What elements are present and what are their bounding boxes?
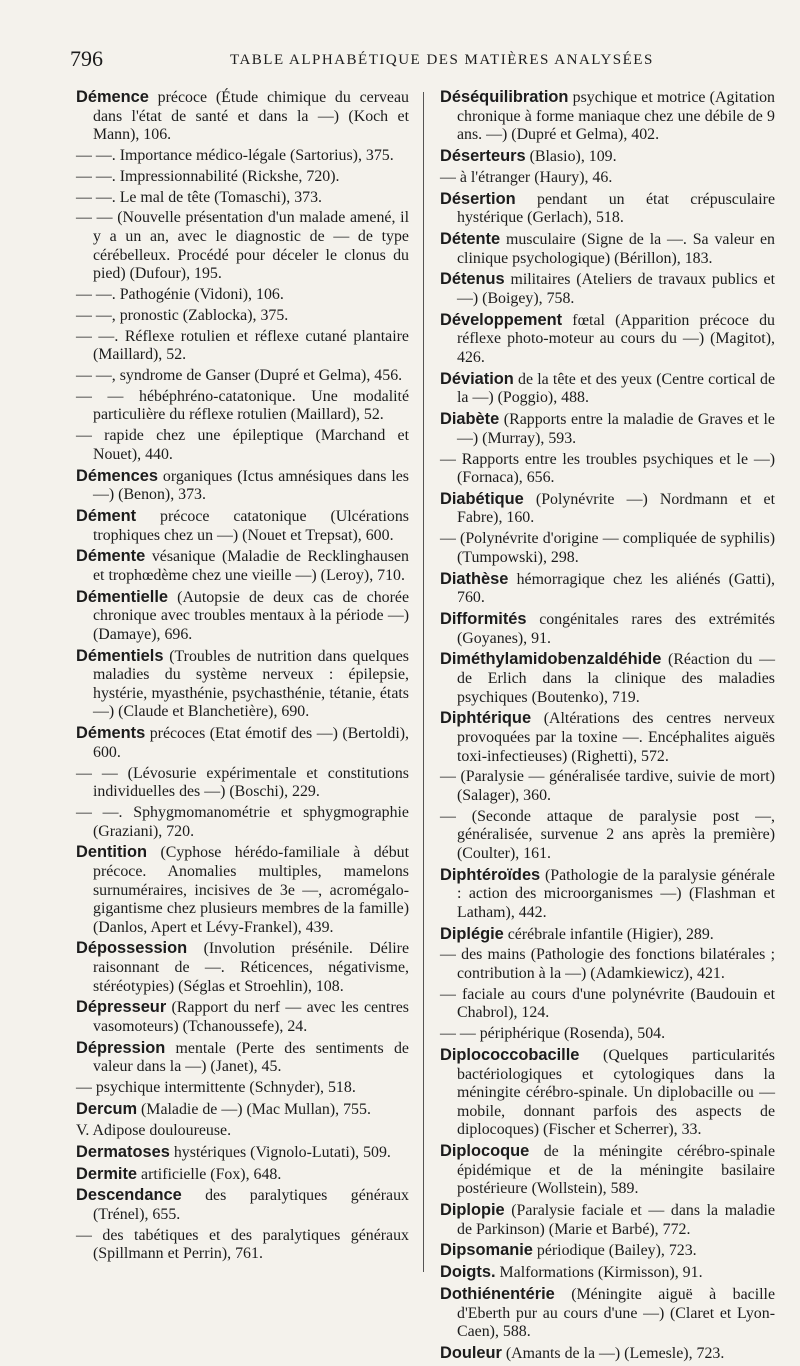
page-header: [70, 44, 720, 74]
index-entry: [76, 804, 409, 841]
entry-text: hémorragique chez les aliénés (Gatti), 760.: [457, 570, 775, 607]
entry-headword: Déséquilibration: [440, 88, 569, 106]
index-entry: [440, 1142, 775, 1199]
index-entry: [76, 328, 409, 365]
entry-headword: Diathèse: [440, 569, 509, 588]
index-entry: [440, 570, 775, 608]
entry-text: cérébrale infantile (Higier), 289.: [503, 925, 714, 943]
entry-headword: Dermite: [76, 1164, 138, 1183]
index-entry: [76, 1143, 409, 1163]
entry-text: — —, pronostic (Zablocka), 375.: [76, 306, 289, 324]
entry-text: (Méningite aiguë à bacille d'Eberth pur au cours d'une —) (Claret et Lyon-Caen), 588.: [457, 1286, 775, 1341]
entry-headword: Diplégie: [440, 924, 504, 943]
entry-text: — (Polynévrite d'origine — compliquée de syphilis) (Tumpowski), 298.: [440, 530, 775, 566]
index-entry: [76, 147, 409, 166]
entry-headword: Dipsomanie: [440, 1241, 533, 1260]
entry-text: (Réaction du — de Erlich dans la clinique des maladies psychiques (Boutenko), 719.: [457, 651, 775, 706]
index-entry: [440, 147, 775, 167]
index-entry: [440, 88, 775, 145]
entry-text: — — (Nouvelle présentation d'un malade amené, il y a un an, avec le diagnostic de — de type cérébelleux. Procédé pour déceler le clonus du pied) (Dufour), 195.: [76, 209, 409, 283]
index-entry: [76, 1039, 409, 1077]
index-entry: [76, 427, 409, 464]
entry-text: (Maladie de —) (Mac Mullan), 755.: [137, 1101, 371, 1119]
index-entry: [76, 388, 409, 425]
entry-text: — —. Réflexe rotulien et réflexe cutané plantaire (Maillard), 52.: [76, 327, 409, 364]
entry-headword: Diabétique: [440, 489, 524, 508]
entry-text: musculaire (Signe de la —. Sa valeur en clinique psychologique) (Bérillon), 183.: [457, 231, 775, 267]
running-title: TABLE ALPHABÉTIQUE DES MATIÈRES ANALYSÉES: [230, 52, 654, 68]
entry-text: (Quelques particularités bactériologiques et cytologiques dans la méningite cérébro-spinale. Un diplobacille ou — mobile, donnant parfois des aspects de diplocoques) (Fischer et Scherrer), 33.: [457, 1047, 775, 1139]
entry-text: — rapide chez une épileptique (Marchand et Nouet), 440.: [76, 427, 409, 463]
index-entry: [440, 866, 775, 923]
entry-text: précoce (Étude chimique du cerveau dans l'état de santé et dans la —) (Koch et Mann), 106.: [93, 89, 409, 144]
entry-headword: Douleur: [440, 1344, 502, 1363]
entry-text: psychique et motrice (Agitation chronique à forme maniaque chez une débile de 9 ans. —) (Dupré et Gelma), 402.: [457, 89, 775, 144]
index-entry: [440, 768, 775, 805]
entry-text: (Polynévrite —) Nordmann et et Fabre), 160.: [457, 490, 775, 527]
index-entry: [76, 588, 409, 645]
entry-headword: Dercum: [76, 1100, 138, 1119]
column-rule: [423, 92, 424, 1272]
entry-headword: Déments: [76, 724, 146, 743]
index-entry: [440, 270, 775, 308]
index-entry: [76, 467, 409, 505]
entry-text: — —. Importance médico-légale (Sartorius), 375.: [76, 146, 394, 164]
index-entry: [440, 1285, 775, 1342]
index-entry: [440, 1201, 775, 1239]
index-entry: [76, 168, 409, 187]
entry-text: fœtal (Apparition précoce du réflexe photo-moteur au cours du —) (Magitot), 426.: [457, 311, 775, 366]
entry-text: — (Paralysie — généralisée tardive, suivie de mort) (Salager), 360.: [440, 768, 775, 804]
index-entry: [440, 490, 775, 528]
entry-text: militaires (Ateliers de travaux publics et —) (Boigey), 758.: [457, 271, 775, 307]
entry-text: Malformations (Kirmisson), 91.: [495, 1264, 703, 1282]
index-entry: [440, 946, 775, 983]
index-entry: [440, 169, 775, 188]
index-entry: [76, 1079, 409, 1098]
entry-text: — — hébéphréno-catatonique. Une modalité particulière du réflexe rotulien (Maillard), 52.: [76, 387, 409, 424]
entry-text: de la tête et des yeux (Centre cortical de la —) (Poggio), 488.: [457, 370, 775, 407]
index-entry: [76, 1122, 409, 1141]
index-entry: [76, 1186, 409, 1224]
entry-text: V. Adipose douloureuse.: [76, 1121, 232, 1139]
entry-text: — —. Pathogénie (Vidoni), 106.: [76, 285, 284, 303]
entry-headword: Dépossession: [76, 939, 188, 958]
right-column: [440, 88, 775, 1366]
entry-headword: Démences: [76, 466, 159, 485]
entry-text: (Altérations des centres nerveux provoquées par la toxine —. Encéphalites aiguës toxi-infectieuses) (Righetti), 572.: [457, 710, 775, 765]
index-entry: [76, 286, 409, 305]
index-entry: [440, 451, 775, 488]
index-entry: [440, 1241, 775, 1261]
entry-text: — —. Le mal de tête (Tomaschi), 373.: [76, 188, 323, 206]
entry-text: hystériques (Vignolo-Lutati), 509.: [169, 1143, 391, 1161]
entry-headword: Doigts.: [440, 1263, 496, 1282]
entry-text: — — (Lévosurie expérimentale et constitutions individuelles des —) (Boschi), 229.: [76, 764, 409, 801]
entry-text: précoces (Etat émotif des —) (Bertoldi), 600.: [93, 725, 409, 761]
entry-text: congénitales rares des extrémités (Goyanes), 91.: [457, 611, 775, 647]
entry-headword: Dépresseur: [76, 998, 167, 1017]
entry-text: (Blasio), 109.: [525, 147, 617, 165]
index-entry: [76, 547, 409, 585]
entry-text: pendant un état crépusculaire hystérique (Gerlach), 518.: [457, 190, 775, 227]
index-entry: [76, 647, 409, 722]
entry-text: des paralytiques généraux (Trénel), 655.: [93, 1187, 409, 1223]
entry-text: — à l'étranger (Haury), 46.: [440, 168, 613, 186]
entry-headword: Dermatoses: [76, 1142, 170, 1161]
entry-text: — —. Sphygmomanométrie et sphygmographie (Graziani), 720.: [76, 804, 409, 840]
entry-headword: Diplocoque: [440, 1142, 530, 1161]
index-entry: [440, 986, 775, 1023]
entry-text: — des mains (Pathologie des fonctions bilatérales ; contribution à la —) (Adamkiewicz), 421.: [440, 946, 775, 982]
entry-text: — Rapports entre les troubles psychiques et le —) (Fornaca), 656.: [440, 450, 775, 487]
entry-text: artificielle (Fox), 648.: [137, 1165, 282, 1183]
entry-text: (Rapports entre la maladie de Graves et le —) (Murray), 593.: [457, 411, 775, 447]
index-entry: [440, 1344, 775, 1364]
entry-headword: Déviation: [440, 369, 514, 388]
entry-text: périodique (Bailey), 723.: [532, 1242, 697, 1260]
entry-text: (Paralysie faciale et — dans la maladie de Parkinson) (Marie et Barbé), 772.: [457, 1202, 775, 1238]
index-entry: [440, 230, 775, 268]
index-entry: [440, 530, 775, 567]
entry-text: mentale (Perte des sentiments de valeur dans la —) (Janet), 45.: [93, 1039, 409, 1076]
index-entry: [440, 925, 775, 945]
entry-headword: Détenus: [440, 270, 505, 289]
entry-headword: Démentiels: [76, 646, 164, 665]
entry-headword: Difformités: [440, 610, 527, 629]
index-entry: [76, 843, 409, 937]
index-entry: [440, 709, 775, 766]
entry-headword: Déserteurs: [440, 146, 526, 165]
entry-text: (Involution présénile. Délire raisonnant de —. Réticences, négativisme, stéréotypies) (Séglas et Stroehlin), 108.: [93, 940, 409, 995]
entry-headword: Diabète: [440, 410, 500, 429]
index-entry: [76, 939, 409, 996]
index-entry: [76, 209, 409, 283]
entry-text: — —. Impressionnabilité (Rickshe, 720).: [76, 167, 340, 185]
entry-text: — faciale au cours d'une polynévrite (Baudouin et Chabrol), 124.: [440, 985, 775, 1022]
entry-text: — — périphérique (Rosenda), 504.: [440, 1025, 666, 1043]
entry-headword: Diphtérique: [440, 709, 532, 728]
entry-text: (Cyphose hérédo-familiale à début précoce. Anomalies multiples, mamelons surnuméraires, incisives de 3e —, acromégalo-gigantisme chez plusieurs membres de la famille) (Danlos, Apert et Lévy-Frankel), 439.: [93, 844, 409, 936]
index-entry: [76, 507, 409, 545]
entry-text: (Rapport du nerf — avec les centres vasomoteurs) (Tchanoussefe), 24.: [93, 999, 409, 1035]
index-entry: [76, 189, 409, 208]
index-entry: [76, 998, 409, 1036]
entry-text: (Troubles de nutrition dans quelques maladies du système nerveux : épilepsie, hystérie, myasthénie, psychasthénie, tétanie, états —) (Claude et Blanchetière), 690.: [93, 647, 409, 721]
index-entry: [76, 765, 409, 802]
entry-text: — psychique intermittente (Schnyder), 518.: [76, 1079, 356, 1097]
entry-text: organiques (Ictus amnésiques dans les —) (Benon), 373.: [93, 467, 409, 504]
entry-headword: Dépression: [76, 1038, 166, 1057]
entry-text: de la méningite cérébro-spinale épidémique et de la méningite basilaire postérieure (Wollstein), 589.: [457, 1143, 775, 1198]
page-number: 796: [70, 46, 103, 71]
index-entry: [76, 1165, 409, 1185]
index-entry: [76, 88, 409, 145]
entry-headword: Désertion: [440, 189, 516, 208]
entry-text: — (Seconde attaque de paralysie post —, généralisée, survenue 2 ans après la première) (Coulter), 161.: [440, 807, 775, 862]
entry-headword: Dément: [76, 507, 137, 526]
index-entry: [440, 610, 775, 648]
index-entry: [76, 724, 409, 762]
entry-headword: Diplopie: [440, 1201, 505, 1220]
index-entry: [76, 1227, 409, 1264]
index-entry: [76, 1100, 409, 1120]
index-entry: [440, 1025, 775, 1044]
index-entry: [440, 190, 775, 228]
entry-text: précoce catatonique (Ulcérations trophiques chez un —) (Nouet et Trepsat), 600.: [93, 508, 409, 544]
entry-headword: Dothiénentérie: [440, 1285, 555, 1304]
index-entry: [440, 370, 775, 408]
entry-text: — —, syndrome de Ganser (Dupré et Gelma), 456.: [76, 367, 403, 385]
entry-headword: Dentition: [76, 843, 148, 862]
index-entry: [440, 1263, 775, 1283]
entry-headword: Démentielle: [76, 587, 169, 606]
entry-headword: Détente: [440, 230, 501, 249]
index-entry: [76, 307, 409, 326]
entry-headword: Démente: [76, 547, 146, 566]
entry-headword: Développement: [440, 310, 563, 329]
entry-text: vésanique (Maladie de Recklinghausen et trophœdème chez une vieille —) (Leroy), 710.: [93, 548, 409, 584]
index-entry: [440, 410, 775, 448]
index-entry: [440, 311, 775, 368]
left-column: [76, 88, 409, 1266]
entry-text: (Amants de la —) (Lemesle), 723.: [501, 1345, 725, 1363]
index-entry: [76, 367, 409, 386]
index-entry: [440, 1046, 775, 1140]
entry-headword: Descendance: [76, 1186, 182, 1205]
entry-text: — des tabétiques et des paralytiques généraux (Spillmann et Perrin), 761.: [76, 1226, 409, 1263]
index-entry: [440, 808, 775, 864]
entry-text: (Pathologie de la paralysie générale : action des microorganismes —) (Flashman et Latham), 442.: [457, 866, 775, 921]
entry-headword: Diméthylamidobenzaldéhide: [440, 650, 662, 669]
entry-headword: Diplococcobacille: [440, 1046, 580, 1065]
entry-headword: Diphtéroïdes: [440, 865, 541, 884]
index-entry: [440, 650, 775, 707]
entry-text: (Autopsie de deux cas de chorée chronique avec troubles mentaux à la période —) (Damaye), 696.: [93, 588, 409, 643]
entry-headword: Démence: [76, 88, 149, 106]
